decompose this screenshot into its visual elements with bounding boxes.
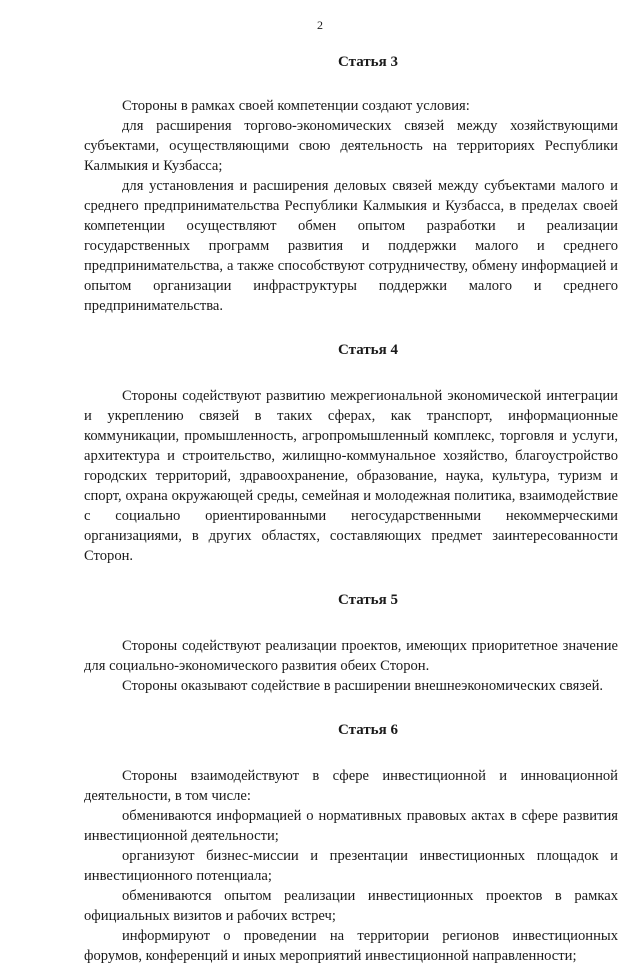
- article-4: [84, 340, 618, 566]
- article-3: [84, 52, 618, 316]
- article-paragraph: информируют о проведении на территории регионов инвестиционных форумов, конференций и иных мероприятий инвестиционной направленности;: [84, 928, 618, 964]
- article-paragraph: обмениваются информацией о нормативных правовых актах в сфере развития инвестиционной деятельности;: [84, 808, 618, 844]
- article-6: [84, 720, 618, 966]
- article-paragraph: для расширения торгово-экономических связей между хозяйствующими субъектами, осуществляющими свою деятельность на территориях Республики Калмыкия и Кузбасса;: [84, 118, 618, 174]
- article-paragraph: обмениваются опытом реализации инвестиционных проектов в рамках официальных визитов и рабочих встреч;: [84, 888, 618, 924]
- article-paragraph: Стороны оказывают содействие в расширении внешнеэкономических связей.: [122, 678, 604, 694]
- article-heading: Статья 4: [338, 342, 398, 358]
- article-heading: Статья 3: [338, 54, 398, 70]
- article-heading: Статья 5: [338, 592, 398, 608]
- article-paragraph: для установления и расширения деловых связей между субъектами малого и среднего предпринимательства Республики Калмыкия и Кузбасса, в пределах своей компетенции осуществляют обмен опытом разработки и реализации государственных программ развития и поддержки малого и среднего предпринимательства, а также способствуют сотрудничеству, обмену информацией и опытом организации инфраструктуры поддержки малого и среднего предпринимательства.: [84, 178, 618, 314]
- document-body: [84, 52, 618, 966]
- article-paragraph: организуют бизнес-миссии и презентации инвестиционных площадок и инвестиционного потенциала;: [84, 848, 618, 884]
- article-paragraph: Стороны содействуют развитию межрегиональной экономической интеграции и укреплению связей в таких сферах, как транспорт, информационные коммуникации, промышленность, агропромышленный комплекс, торговля и услуги, архитектура и строительство, жилищно-коммунальное хозяйство, благоустройство городских территорий, здравоохранение, образование, наука, культура, туризм и спорт, охрана окружающей среды, семейная и молодежная политика, взаимодействие с социально ориентированными негосударственными некоммерческими организациями, в других областях, составляющих предмет заинтересованности Сторон.: [84, 388, 618, 564]
- article-paragraph: Стороны содействуют реализации проектов, имеющих приоритетное значение для социально-экономического развития обеих Сторон.: [84, 638, 618, 674]
- article-5: [84, 590, 618, 696]
- page-number: 2: [317, 18, 323, 32]
- article-paragraph: Стороны в рамках своей компетенции создают условия:: [122, 98, 470, 114]
- article-paragraph: Стороны взаимодействуют в сфере инвестиционной и инновационной деятельности, в том числе:: [84, 768, 618, 804]
- article-heading: Статья 6: [338, 722, 398, 738]
